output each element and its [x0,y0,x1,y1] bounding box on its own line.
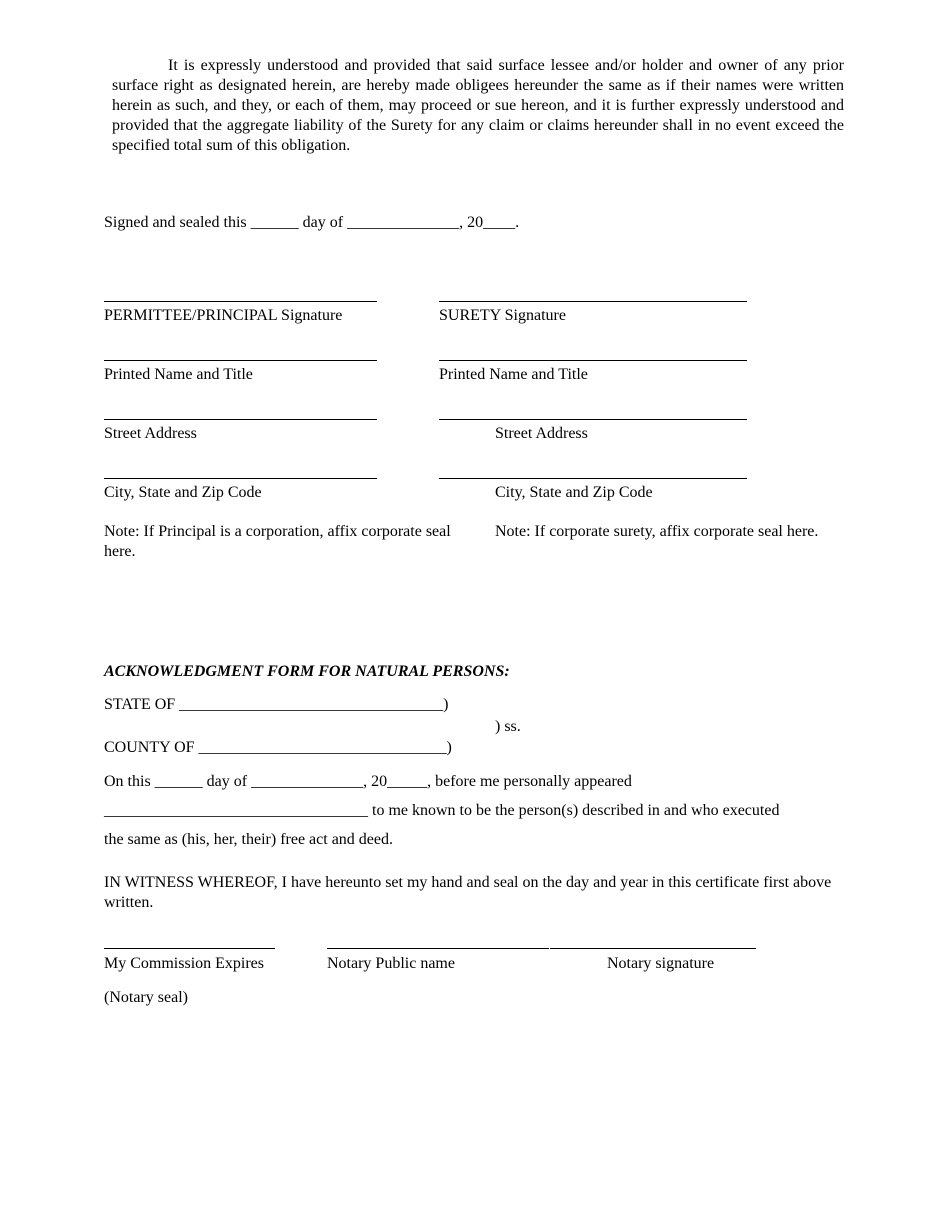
surety-name-label: Printed Name and Title [439,366,588,383]
notary-seal-label: (Notary seal) [104,989,188,1006]
surety-address-line[interactable] [439,419,747,420]
surety-city-label: City, State and Zip Code [495,484,653,501]
surety-name-line[interactable] [439,360,747,361]
principal-name-line[interactable] [104,360,377,361]
surety-seal-note: Note: If corporate surety, affix corporate seal here. [495,523,819,540]
surety-address-label: Street Address [495,425,588,442]
free-act-line: the same as (his, her, their) free act and deed. [104,831,393,848]
surety-signature-line[interactable] [439,301,747,302]
principal-address-line[interactable] [104,419,377,420]
notary-name-line[interactable] [327,948,549,949]
notary-signature-label: Notary signature [607,955,715,972]
principal-seal-note: Note: If Principal is a corporation, affix corporate seal here. [104,523,451,560]
on-this-day-line: On this ______ day of ______________, 20_____, before me personally appeared [104,773,632,790]
commission-expires-label: My Commission Expires [104,955,265,972]
ss-marker: ) ss. [495,718,521,735]
county-of-line: COUNTY OF _______________________________) [104,739,452,756]
notary-signature-line[interactable] [550,948,756,949]
acknowledgment-heading: ACKNOWLEDGMENT FORM FOR NATURAL PERSONS: [104,663,510,680]
principal-signature-line[interactable] [104,301,377,302]
notary-name-label: Notary Public name [327,955,455,972]
surety-signature-label: SURETY Signature [439,307,566,324]
principal-city-label: City, State and Zip Code [104,484,262,501]
principal-signature-label: PERMITTEE/PRINCIPAL Signature [104,307,343,324]
obligees-paragraph: It is expressly understood and provided that said surface lessee and/or holder and owner of any prior surface right as designated herein, are hereby made obligees hereunder the same as if their names were written herein as such, and they, or each of them, may proceed or sue hereon, and it is further expressly understood and provided that the aggregate liability of the Surety for any claim or claims hereunder shall in no event exceed the specified total sum of this obligation. [112,57,844,154]
state-of-line: STATE OF _________________________________) [104,696,449,713]
principal-name-label: Printed Name and Title [104,366,253,383]
principal-address-label: Street Address [104,425,197,442]
surety-city-line[interactable] [439,478,747,479]
known-person-line: _________________________________ to me known to be the person(s) described in and who executed [104,802,780,819]
signed-sealed-line: Signed and sealed this ______ day of ______________, 20____. [104,214,520,231]
witness-whereof-text: IN WITNESS WHEREOF, I have hereunto set my hand and seal on the day and year in this certificate first above written. [104,874,832,911]
commission-expires-line[interactable] [104,948,275,949]
principal-city-line[interactable] [104,478,377,479]
